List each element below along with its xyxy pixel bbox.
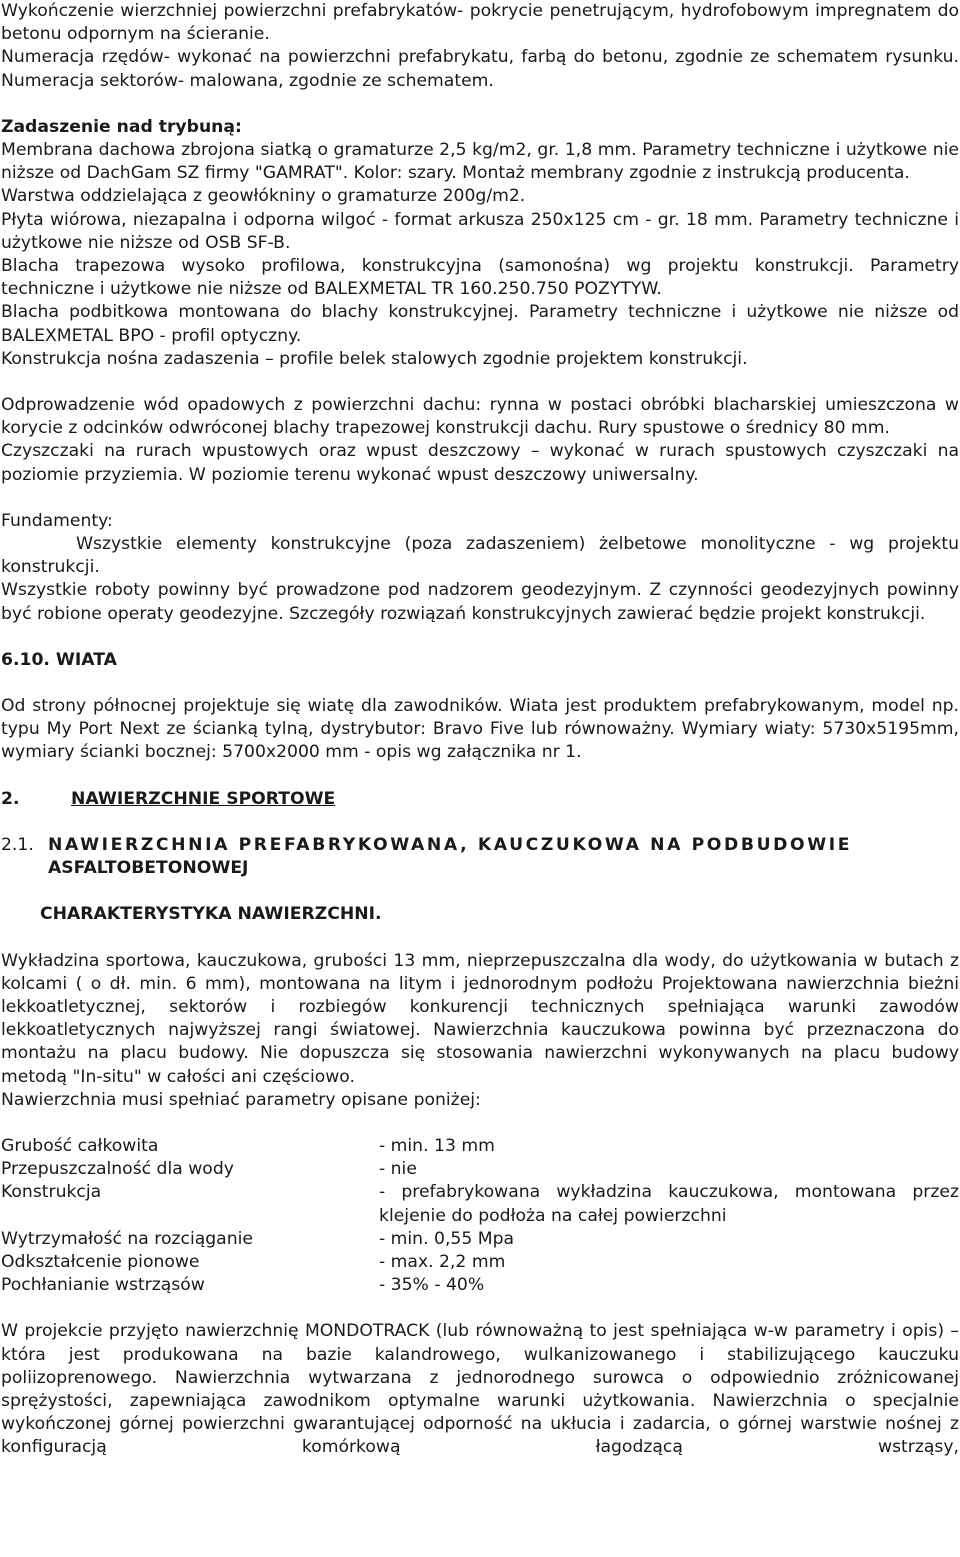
spacer: [1, 371, 959, 394]
spacer: [1, 765, 959, 788]
roof-item-geotextile: Warstwa oddzielająca z geowłókniny o gramaturze 200g/m2.: [1, 186, 526, 207]
shelter-heading: 6.10. WIATA: [1, 649, 117, 670]
section-2-heading: 2. NAWIERZCHNIE SPORTOWE: [1, 788, 336, 809]
spacer: [1, 626, 959, 649]
foundations-heading: Fundamenty:: [1, 510, 113, 531]
param-value: - nie: [379, 1159, 417, 1180]
param-value: - prefabrykowana wykładzina kauczukowa, montowana przez klejenie do podłoża na całej powierzchni: [379, 1182, 959, 1226]
spacer: [1, 487, 959, 510]
mondotrack-paragraph: W projekcie przyjęto nawierzchnię MONDOTRACK (lub równoważną to jest spełniająca w-w parametry i opis) – która jest produkowana na bazie kalandrowego, wulkanizowanego i stabilizującego kauczuku poliizoprenowego. Nawierzchnia wytwarzana z jednorodnego surowca o odpowiednio zróżnicowanej sprężystości, zapewniająca zawodnikom optymalne warunki użytkowania. Nawierzchnia o specjalnie wykończonej górnej powierzchni gwarantującej odporność na ukłucia i zadarcia, o górnej warstwie nośnej z konfiguracją komórkową łagodzącą wstrząsy,: [1, 1321, 959, 1458]
numbering-paragraph: Numeracja rzędów- wykonać na powierzchni prefabrykatu, farbą do betonu, zgodnie ze schematem rysunku. Numeracja sektorów- malowana, zgodnie ze schematem.: [1, 47, 959, 91]
section-2-1-heading-cont: ASFALTOBETONOWEJ: [48, 858, 249, 879]
drainage-paragraph: Odprowadzenie wód opadowych z powierzchni dachu: rynna w postaci obróbki blacharskiej umieszczona w korycie z odcinków odwróconej blachy trapezowej konstrukcji dachu. Rury spustowe o średnicy 80 mm.: [1, 395, 959, 439]
param-label: Wytrzymałość na rozciąganie: [1, 1228, 253, 1249]
section-2-1-heading: 2.1. NAWIERZCHNIA PREFABRYKOWANA, KAUCZUKOWA NA PODBUDOWIE: [1, 834, 853, 855]
param-value: - min. 0,55 Mpa: [379, 1228, 515, 1249]
param-value: - 35% - 40%: [379, 1275, 485, 1296]
roof-item-soffit: Blacha podbitkowa montowana do blachy konstrukcyjnej. Parametry techniczne i użytkowe nie niższe od BALEXMETAL BPO - profil optyczny.: [1, 302, 959, 346]
roof-heading: Zadaszenie nad trybuną:: [1, 116, 242, 137]
spacer: [1, 93, 959, 116]
cleanout-paragraph: Czyszczaki na rurach wpustowych oraz wpust deszczowy – wykonać w rurach spustowych czyszczaki na poziomie przyziemia. W poziomie terenu wykonać wpust deszczowy uniwersalny.: [1, 441, 959, 485]
parameters-intro: Nawierzchnia musi spełniać parametry opisane poniżej:: [1, 1089, 481, 1110]
geodesy-paragraph: Wszystkie roboty powinny być prowadzone pod nadzorem geodezyjnym. Z czynności geodezyjnych powinny być robione operaty geodezyjne. Szczegóły rozwiązań konstrukcyjnych zawierać będzie projekt konstrukcji.: [1, 580, 959, 624]
param-label: Odkształcenie pionowe: [1, 1251, 200, 1272]
finish-paragraph: Wykończenie wierzchniej powierzchni prefabrykatów- pokrycie penetrującym, hydrofobowym impregnatem do betonu odpornym na ścieranie.: [1, 1, 959, 45]
roof-item-osb: Płyta wiórowa, niezapalna i odporna wilgoć - format arkusza 250x125 cm - gr. 18 mm. Parametry techniczne i użytkowe nie niższe od OSB SF-B.: [1, 209, 959, 253]
roof-item-membrane: Membrana dachowa zbrojona siatką o gramaturze 2,5 kg/m2, gr. 1,8 mm. Parametry techniczne i użytkowe nie niższe od DachGam SZ firmy "GAMRAT". Kolor: szary. Montaż membrany zgodnie z instrukcją producenta.: [1, 140, 959, 184]
spacer: [1, 672, 959, 695]
param-label: Konstrukcja: [1, 1182, 102, 1203]
spacer: [1, 880, 959, 903]
surface-description: Wykładzina sportowa, kauczukowa, grubości 13 mm, nieprzepuszczalna dla wody, do użytkowania w butach z kolcami ( o dł. min. 6 mm), montowana na litym i jednorodnym podłożu Projektowana nawierzchnia bieżni lekkoatletycznej, sektorów i rozbiegów konkurencji technicznych spełniająca warunki zawodów lekkoatletycznych najwyższej rangi światowej. Nawierzchnia kauczukowa powinna być przeznaczona do montażu na placu budowy. Nie dopuszcza się stosowania nawierzchni wykonywanych na placu budowy metodą "In-situ" w całości ani częściowo.: [1, 950, 959, 1087]
characteristics-heading: CHARAKTERYSTYKA NAWIERZCHNI.: [40, 904, 382, 925]
roof-item-structure: Konstrukcja nośna zadaszenia – profile belek stalowych zgodnie projektem konstrukcji.: [1, 348, 748, 369]
foundations-paragraph: Wszystkie elementy konstrukcyjne (poza zadaszeniem) żelbetowe monolityczne - wg projektu konstrukcji.: [1, 534, 959, 578]
param-value: - max. 2,2 mm: [379, 1251, 506, 1272]
spacer: [1, 1112, 959, 1135]
roof-item-trapezoid: Blacha trapezowa wysoko profilowa, konstrukcyjna (samonośna) wg projektu konstrukcji. Parametry techniczne i użytkowe nie niższe od BALEXMETAL TR 160.250.750 POZYTYW.: [1, 256, 959, 300]
shelter-paragraph: Od strony północnej projektuje się wiatę dla zawodników. Wiata jest produktem prefabrykowanym, model np. typu My Port Next ze ścianką tylną, dystrybutor: Bravo Five lub równoważny. Wymiary wiaty: 5730x5195mm, wymiary ścianki bocznej: 5700x2000 mm - opis wg załącznika nr 1.: [1, 696, 959, 763]
param-label: Pochłanianie wstrząsów: [1, 1275, 205, 1296]
param-value: - min. 13 mm: [379, 1135, 495, 1156]
parameters-table: [1, 1135, 959, 1297]
param-label: Przepuszczalność dla wody: [1, 1159, 234, 1180]
spacer: [1, 1297, 959, 1320]
spacer: [1, 927, 959, 950]
param-label: Grubość całkowita: [1, 1135, 159, 1156]
spacer: [1, 811, 959, 834]
